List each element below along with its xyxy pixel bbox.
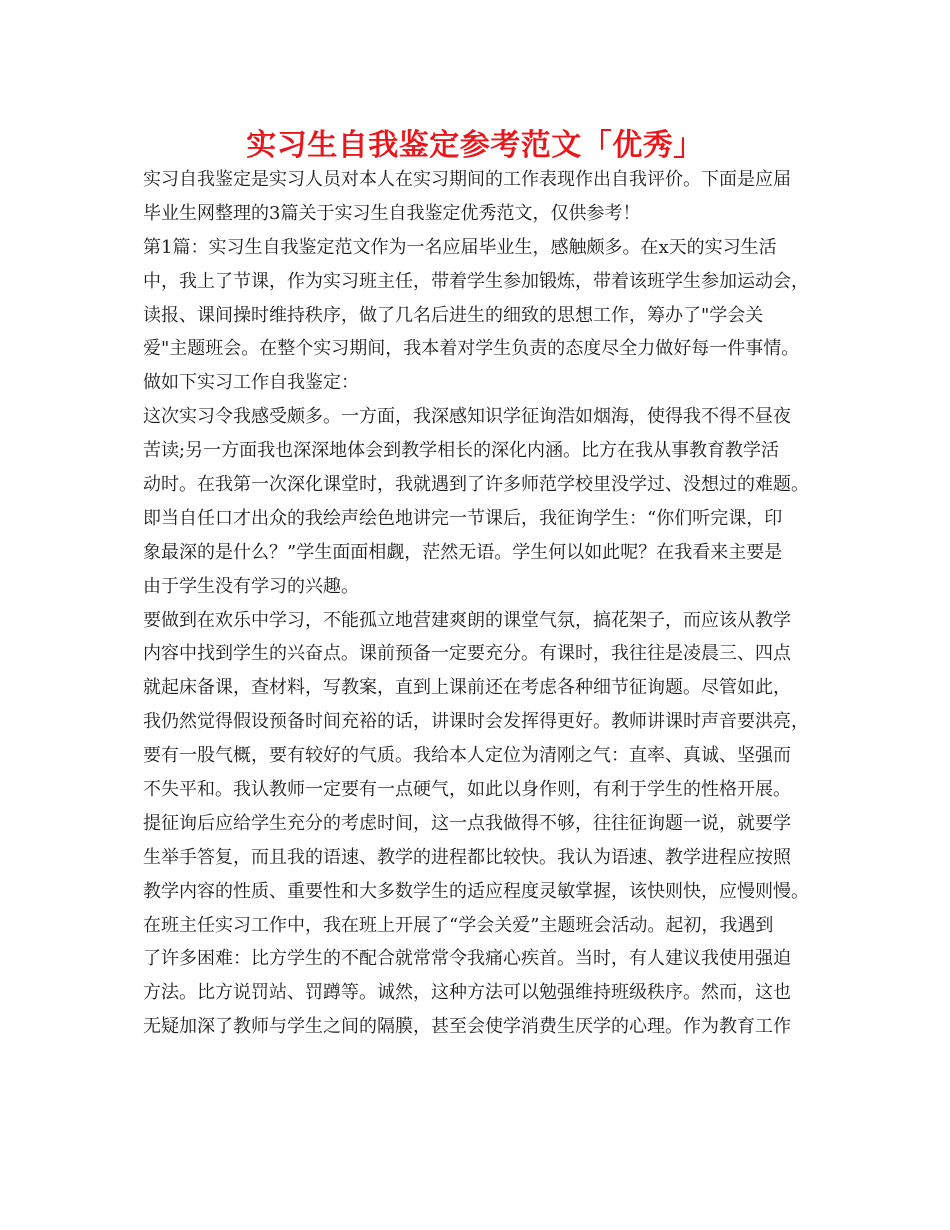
body-text-line: 中，我上了节课，作为实习班主任，带着学生参加锻炼，带着该班学生参加运动会， — [143, 270, 809, 292]
body-text-line: 我仍然觉得假设预备时间充裕的话，讲课时会发挥得更好。教师讲课时声音要洪亮， — [143, 711, 809, 733]
body-text-line: 要做到在欢乐中学习，不能孤立地营建爽朗的课堂气氛，搞花架子，而应该从教学 — [143, 609, 791, 631]
body-text-line: 在班主任实习工作中，我在班上开展了“学会关爱”主题班会活动。起初，我遇到 — [143, 914, 774, 936]
body-text-line: 做如下实习工作自我鉴定： — [143, 372, 359, 394]
body-text-line: 毕业生网整理的3篇关于实习生自我鉴定优秀范文，仅供参考！ — [143, 202, 641, 224]
body-text-line: 这次实习令我感受颇多。一方面，我深感知识学征询浩如烟海，使得我不得不昼夜 — [143, 406, 791, 428]
body-text-line: 由于学生没有学习的兴趣。 — [143, 575, 359, 597]
body-text-line: 即当自任口才出众的我绘声绘色地讲完一节课后，我征询学生：“你们听完课，印 — [143, 507, 783, 529]
document-body — [143, 163, 833, 1044]
body-text-line: 不失平和。我认教师一定要有一点硬气，如此以身作则，有利于学生的性格开展。 — [143, 779, 791, 801]
body-text-line: 苦读;另一方面我也深深地体会到教学相长的深化内涵。比方在我从事教育教学活 — [143, 440, 780, 462]
body-text-line: 方法。比方说罚站、罚蹲等。诚然，这种方法可以勉强维持班级秩序。然而，这也 — [143, 982, 791, 1004]
body-text-line: 生举手答复，而且我的语速、教学的进程都比较快。我认为语速、教学进程应按照 — [143, 846, 791, 868]
body-text-line: 第1篇：实习生自我鉴定范文作为一名应届毕业生，感触颇多。在x天的实习生活 — [143, 236, 777, 258]
body-text-line: 读报、课间操时维持秩序，做了几名后进生的细致的思想工作，筹办了"学会关 — [143, 304, 764, 326]
body-text-line: 提征询后应给学生充分的考虑时间，这一点我做得不够，往往征询题一说，就要学 — [143, 812, 791, 834]
document-title: 实习生自我鉴定参考范文「优秀」 — [246, 128, 704, 163]
body-text-line: 实习自我鉴定是实习人员对本人在实习期间的工作表现作出自我评价。下面是应届 — [143, 169, 791, 190]
body-text-line: 要有一股气概，要有较好的气质。我给本人定位为清刚之气：直率、真诚、坚强而 — [143, 745, 791, 767]
body-text-line: 教学内容的性质、重要性和大多数学生的适应程度灵敏掌握，该快则快，应慢则慢。 — [143, 880, 809, 902]
body-text-line: 动时。在我第一次深化课堂时，我就遇到了许多师范学校里没学过、没想过的难题。 — [143, 474, 809, 496]
body-text-line: 无疑加深了教师与学生之间的隔膜，甚至会使学消费生厌学的心理。作为教育工作 — [143, 1016, 791, 1038]
body-text-line: 就起床备课，查材料，写教案，直到上课前还在考虑各种细节征询题。尽管如此， — [143, 677, 791, 699]
body-text-line: 了许多困难：比方学生的不配合就常常令我痛心疾首。当时，有人建议我使用强迫 — [143, 948, 791, 970]
body-text-line: 内容中找到学生的兴奋点。课前预备一定要充分。有课时，我往往是凌晨三、四点 — [143, 643, 791, 665]
body-text-line: 象最深的是什么？”学生面面相觑，茫然无语。学生何以如此呢？在我看来主要是 — [143, 541, 783, 563]
body-text-line: 爱"主题班会。在整个实习期间，我本着对学生负责的态度尽全力做好每一件事情。 — [143, 338, 800, 360]
